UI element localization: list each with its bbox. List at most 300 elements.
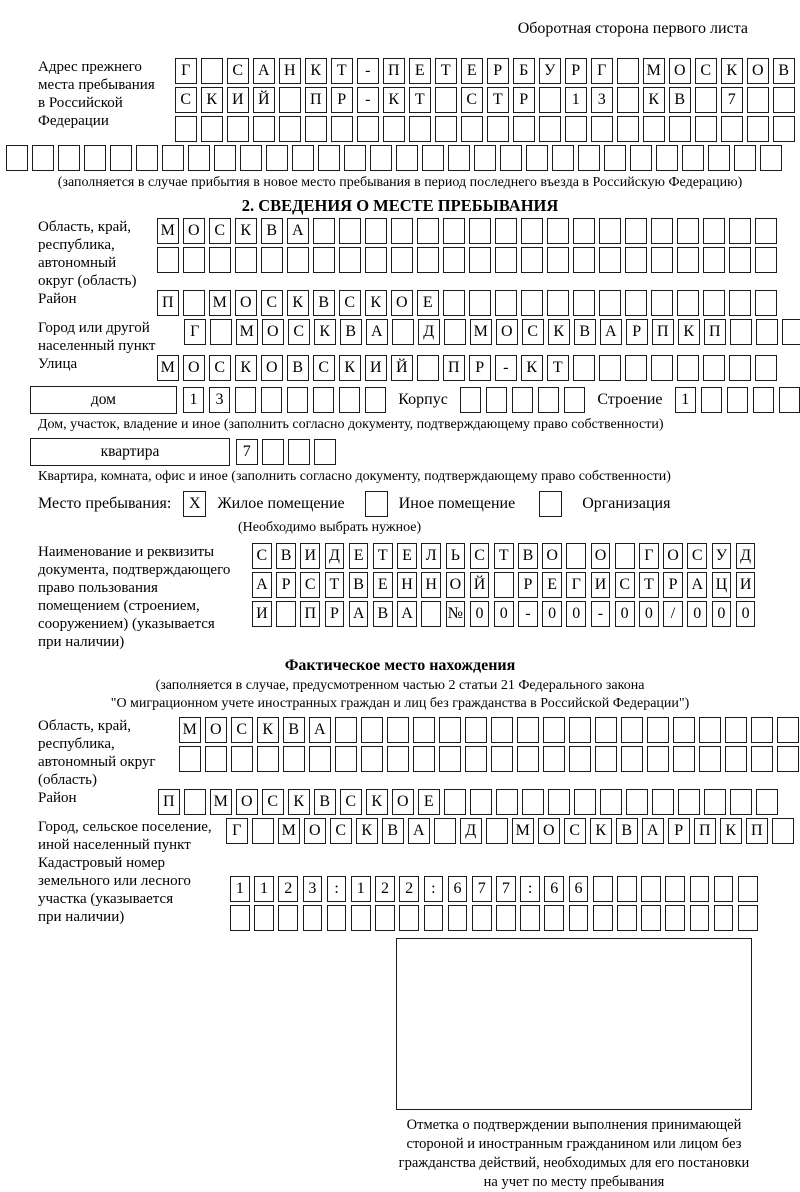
label-line: населенный пункт — [38, 337, 184, 355]
char-box: С — [564, 818, 586, 844]
char-box: П — [305, 87, 327, 113]
char-box: 6 — [544, 876, 564, 902]
char-box — [521, 218, 543, 244]
char-box — [287, 387, 309, 413]
char-box: 1 — [675, 387, 697, 413]
char-box — [335, 746, 357, 772]
char-box: В — [314, 789, 336, 815]
char-box — [625, 247, 647, 273]
char-box: - — [357, 87, 379, 113]
char-box — [444, 789, 466, 815]
char-box — [665, 905, 685, 931]
char-box: П — [746, 818, 768, 844]
char-box — [387, 717, 409, 743]
char-box — [573, 218, 595, 244]
char-box — [690, 905, 710, 931]
char-box: Й — [253, 87, 275, 113]
label-line: места пребывания — [38, 76, 175, 94]
char-box: 1 — [565, 87, 587, 113]
char-box — [496, 789, 518, 815]
char-box — [417, 355, 439, 381]
char-box — [573, 247, 595, 273]
caption-line: стороной и иностранным гражданином или лицом без — [354, 1135, 794, 1154]
char-box: М — [512, 818, 534, 844]
char-box — [399, 905, 419, 931]
char-box: В — [574, 319, 596, 345]
char-box: Т — [639, 572, 659, 598]
char-box — [235, 247, 257, 273]
char-box — [279, 116, 301, 142]
char-box: Р — [663, 572, 683, 598]
char-box: О — [538, 818, 560, 844]
char-box-row — [230, 905, 800, 931]
field-fact-oblast — [0, 717, 800, 789]
char-box — [327, 905, 347, 931]
char-box — [370, 145, 392, 171]
char-box — [621, 746, 643, 772]
char-box: Г — [184, 319, 206, 345]
char-box — [162, 145, 184, 171]
char-box: А — [349, 601, 369, 627]
char-box — [625, 218, 647, 244]
char-box — [383, 116, 405, 142]
char-box — [543, 746, 565, 772]
label-line: в Российской — [38, 94, 175, 112]
char-box: М — [643, 58, 665, 84]
char-box: Е — [409, 58, 431, 84]
char-box — [677, 218, 699, 244]
char-box — [252, 818, 274, 844]
char-box: П — [158, 789, 180, 815]
char-box: 2 — [278, 876, 298, 902]
char-box — [313, 218, 335, 244]
char-box — [32, 145, 54, 171]
char-box-row — [175, 87, 800, 113]
char-box-row — [675, 387, 800, 413]
char-box — [565, 116, 587, 142]
label-line: Улица — [38, 355, 157, 373]
kvartira-note: Квартира, комната, офис и иное (заполнить согласно документу, подтверждающему право собственности) — [0, 468, 800, 486]
char-box — [647, 717, 669, 743]
char-box — [755, 290, 777, 316]
char-box: 2 — [375, 876, 395, 902]
char-box — [617, 116, 639, 142]
char-box: М — [179, 717, 201, 743]
char-box-row — [226, 818, 800, 844]
char-box — [738, 905, 758, 931]
char-box — [772, 818, 794, 844]
char-box — [344, 145, 366, 171]
char-box: К — [383, 87, 405, 113]
char-box: О — [669, 58, 691, 84]
char-box — [292, 145, 314, 171]
char-box: К — [287, 290, 309, 316]
char-box — [424, 905, 444, 931]
char-box — [538, 387, 560, 413]
char-box — [734, 145, 756, 171]
char-box: 3 — [591, 87, 613, 113]
char-box: : — [520, 876, 540, 902]
char-box: / — [663, 601, 683, 627]
char-box: : — [327, 876, 347, 902]
char-box — [751, 717, 773, 743]
field-document — [0, 543, 800, 651]
char-box-row — [157, 247, 800, 273]
char-box: А — [687, 572, 707, 598]
char-box — [361, 746, 383, 772]
field-ulitsa — [0, 355, 800, 384]
char-box: А — [253, 58, 275, 84]
char-box — [725, 746, 747, 772]
char-box — [782, 319, 800, 345]
char-box: О — [235, 290, 257, 316]
char-box — [183, 290, 205, 316]
char-box-row — [252, 601, 800, 627]
char-box: 0 — [494, 601, 514, 627]
char-box: В — [382, 818, 404, 844]
char-box — [647, 746, 669, 772]
char-box-row — [157, 290, 800, 316]
char-box: П — [443, 355, 465, 381]
document-label — [0, 543, 252, 651]
char-box — [548, 789, 570, 815]
char-box — [278, 905, 298, 931]
char-box — [617, 87, 639, 113]
char-box: 0 — [470, 601, 490, 627]
char-box — [257, 746, 279, 772]
char-box: Л — [421, 543, 441, 569]
label-line: иной населенный пункт — [38, 836, 226, 854]
char-box: 1 — [230, 876, 250, 902]
char-box: О — [446, 572, 466, 598]
char-box — [625, 290, 647, 316]
char-box: Р — [276, 572, 296, 598]
char-box: Т — [435, 58, 457, 84]
char-box — [677, 247, 699, 273]
char-box: К — [548, 319, 570, 345]
char-box — [335, 717, 357, 743]
char-box: А — [408, 818, 430, 844]
char-box — [729, 355, 751, 381]
char-box: У — [539, 58, 561, 84]
char-box — [569, 746, 591, 772]
char-box: С — [615, 572, 635, 598]
char-box — [708, 145, 730, 171]
char-box — [391, 218, 413, 244]
char-box: 6 — [448, 876, 468, 902]
checkbox-organizatsiya — [539, 491, 562, 517]
label-line: помещением (строением, — [38, 597, 252, 615]
char-box — [747, 116, 769, 142]
char-box: В — [669, 87, 691, 113]
char-box: К — [678, 319, 700, 345]
checkbox-organizatsiya-label: Организация — [582, 495, 670, 513]
char-box — [491, 717, 513, 743]
char-box: У — [712, 543, 732, 569]
char-box — [599, 247, 621, 273]
char-box — [651, 355, 673, 381]
char-box: К — [288, 789, 310, 815]
char-box: И — [736, 572, 756, 598]
label-line: Район — [38, 789, 158, 807]
char-box — [699, 746, 721, 772]
char-box: О — [542, 543, 562, 569]
char-box — [474, 145, 496, 171]
char-box: В — [373, 601, 393, 627]
char-box — [314, 439, 336, 465]
char-box: Е — [542, 572, 562, 598]
char-box — [495, 218, 517, 244]
char-box — [617, 58, 639, 84]
char-box — [690, 876, 710, 902]
char-box — [188, 145, 210, 171]
prev-address-label — [0, 58, 175, 130]
char-box-row — [158, 789, 800, 815]
char-box: 0 — [542, 601, 562, 627]
char-box: С — [695, 58, 717, 84]
char-box — [593, 876, 613, 902]
char-box — [448, 145, 470, 171]
char-box: - — [518, 601, 538, 627]
char-box — [279, 87, 301, 113]
char-box: М — [157, 218, 179, 244]
char-box: Й — [470, 572, 490, 598]
char-box — [626, 789, 648, 815]
char-box — [261, 387, 283, 413]
char-box — [417, 247, 439, 273]
raion-label — [0, 290, 157, 308]
char-box: О — [391, 290, 413, 316]
char-box — [517, 746, 539, 772]
fact-oblast-label — [0, 717, 179, 789]
char-box — [521, 290, 543, 316]
char-box — [470, 789, 492, 815]
char-box — [201, 116, 223, 142]
char-box — [266, 145, 288, 171]
char-box: М — [209, 290, 231, 316]
char-box — [574, 789, 596, 815]
char-box — [439, 746, 461, 772]
char-box: О — [183, 355, 205, 381]
char-box: О — [496, 319, 518, 345]
char-box: О — [747, 58, 769, 84]
label-line: республика, — [38, 236, 157, 254]
char-box — [695, 87, 717, 113]
char-box — [443, 247, 465, 273]
char-box — [630, 145, 652, 171]
char-box — [305, 116, 327, 142]
char-box: 7 — [472, 876, 492, 902]
char-box: 7 — [236, 439, 258, 465]
char-box: В — [313, 290, 335, 316]
char-box: К — [339, 355, 361, 381]
char-box — [604, 145, 626, 171]
char-box-row — [175, 58, 800, 84]
char-box — [547, 290, 569, 316]
char-box: К — [235, 355, 257, 381]
char-box — [313, 247, 335, 273]
char-box — [651, 218, 673, 244]
char-box: 0 — [736, 601, 756, 627]
fact-note-line: "О миграционном учете иностранных граждан и лиц без гражданства в Российской Федерации") — [0, 695, 800, 713]
char-box — [469, 247, 491, 273]
char-box: 0 — [687, 601, 707, 627]
char-box: О — [236, 789, 258, 815]
char-box: Г — [226, 818, 248, 844]
char-box: В — [773, 58, 795, 84]
char-box — [351, 905, 371, 931]
char-box — [573, 355, 595, 381]
fact-raion-label — [0, 789, 158, 807]
char-box: О — [304, 818, 326, 844]
stroenie-label: Строение — [591, 391, 668, 409]
char-box — [235, 387, 257, 413]
label-line: Кадастровый номер — [38, 854, 230, 872]
char-box: В — [340, 319, 362, 345]
label-line: (область) — [38, 771, 179, 789]
char-box — [413, 746, 435, 772]
char-box: Р — [518, 572, 538, 598]
field-oblast — [0, 218, 800, 290]
char-box — [730, 319, 752, 345]
field-place-type — [0, 491, 800, 517]
char-box: О — [261, 355, 283, 381]
char-box: С — [261, 290, 283, 316]
char-box: Й — [391, 355, 413, 381]
label-line: Область, край, — [38, 218, 157, 236]
char-box: Р — [325, 601, 345, 627]
char-box — [409, 116, 431, 142]
char-box: С — [175, 87, 197, 113]
char-box — [755, 218, 777, 244]
char-box: Р — [487, 58, 509, 84]
char-box: С — [209, 218, 231, 244]
char-box — [544, 905, 564, 931]
char-box: А — [397, 601, 417, 627]
label-line: при наличии) — [38, 633, 252, 651]
char-box — [339, 218, 361, 244]
char-box: П — [300, 601, 320, 627]
char-box — [495, 247, 517, 273]
char-box: А — [642, 818, 664, 844]
char-box — [566, 543, 586, 569]
char-box: С — [231, 717, 253, 743]
char-box — [539, 87, 561, 113]
char-box: В — [261, 218, 283, 244]
char-box — [621, 717, 643, 743]
char-box — [641, 876, 661, 902]
char-box — [262, 439, 284, 465]
field-fact-raion — [0, 789, 800, 818]
char-box — [669, 116, 691, 142]
char-box — [396, 145, 418, 171]
char-box: 0 — [566, 601, 586, 627]
char-box — [615, 543, 635, 569]
char-box: 1 — [254, 876, 274, 902]
gorod-label — [0, 319, 184, 355]
checkbox-inoe-label: Иное помещение — [399, 495, 516, 513]
char-box — [491, 746, 513, 772]
char-box — [751, 746, 773, 772]
char-box: Ц — [712, 572, 732, 598]
char-box — [779, 387, 800, 413]
label-line: при наличии) — [38, 908, 230, 926]
caption-line: на учет по месту пребывания — [354, 1173, 794, 1192]
label-line: Город или другой — [38, 319, 184, 337]
char-box: Р — [626, 319, 648, 345]
char-box — [569, 717, 591, 743]
char-box — [413, 717, 435, 743]
char-box-row — [252, 543, 800, 569]
char-box: 7 — [496, 876, 516, 902]
char-box — [465, 746, 487, 772]
char-box — [641, 905, 661, 931]
char-box-row — [157, 355, 800, 381]
char-box — [652, 789, 674, 815]
char-box — [617, 905, 637, 931]
char-box — [512, 387, 534, 413]
char-box: М — [278, 818, 300, 844]
char-box: С — [262, 789, 284, 815]
char-box — [391, 247, 413, 273]
char-box — [721, 116, 743, 142]
char-box — [136, 145, 158, 171]
char-box: С — [313, 355, 335, 381]
char-box — [240, 145, 262, 171]
char-box — [331, 116, 353, 142]
char-box — [547, 218, 569, 244]
char-box: С — [522, 319, 544, 345]
char-box: М — [470, 319, 492, 345]
char-box: П — [694, 818, 716, 844]
char-box — [578, 145, 600, 171]
char-box — [543, 717, 565, 743]
label-line: Адрес прежнего — [38, 58, 175, 76]
char-box: К — [521, 355, 543, 381]
char-box — [593, 905, 613, 931]
field-kadastr — [0, 854, 800, 934]
char-box — [651, 290, 673, 316]
checkbox-zhiloe: X — [183, 491, 206, 517]
char-box: С — [339, 290, 361, 316]
fact-title: Фактическое место нахождения — [0, 657, 800, 675]
char-box — [703, 355, 725, 381]
char-box: Т — [331, 58, 353, 84]
char-box: Т — [547, 355, 569, 381]
char-box — [753, 387, 775, 413]
char-box: А — [252, 572, 272, 598]
char-box: К — [720, 818, 742, 844]
char-box — [547, 247, 569, 273]
char-box — [703, 218, 725, 244]
char-box — [573, 290, 595, 316]
char-box: Н — [279, 58, 301, 84]
char-box: К — [201, 87, 223, 113]
char-box: Г — [566, 572, 586, 598]
char-box: 7 — [721, 87, 743, 113]
char-box: А — [600, 319, 622, 345]
char-box: К — [314, 319, 336, 345]
checkbox-zhiloe-label: Жилое помещение — [217, 495, 344, 513]
char-box: Е — [397, 543, 417, 569]
char-box — [110, 145, 132, 171]
char-box — [677, 290, 699, 316]
char-box — [361, 717, 383, 743]
field-gorod — [0, 319, 800, 355]
char-box — [522, 789, 544, 815]
char-box: К — [643, 87, 665, 113]
char-box: К — [305, 58, 327, 84]
